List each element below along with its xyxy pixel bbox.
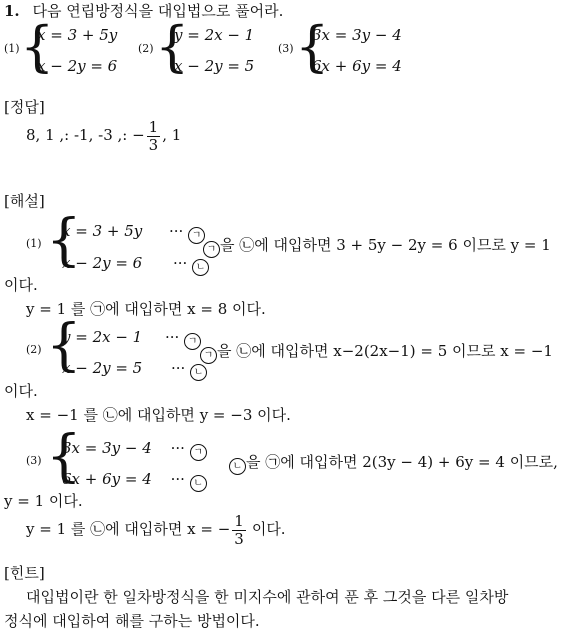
- circle-2-icon: ㄴ: [229, 458, 246, 475]
- equation-1: x = 3 + 5y: [37, 26, 118, 44]
- answer-suffix: , 1: [162, 126, 182, 144]
- hint-line-2: 정식에 대입하여 해를 구하는 방법이다.: [4, 612, 260, 630]
- equation-2: 6x + 6y = 4: [312, 57, 402, 75]
- left-brace-icon: {: [46, 313, 82, 378]
- circle-2-icon: ㄴ: [190, 475, 207, 492]
- part-label: (3): [26, 454, 42, 467]
- part-label: (1): [26, 237, 42, 250]
- answer-heading: [정답]: [4, 98, 45, 116]
- answer-line: [26, 119, 181, 153]
- left-brace-icon: {: [295, 15, 330, 78]
- equation-1-row: x = 3 + 5y ··· ㄱ: [62, 224, 205, 244]
- left-brace-icon: {: [155, 15, 190, 78]
- step-result: y = 1 를 ㉠에 대입하면 x = 8 이다.: [26, 300, 266, 318]
- part-label: (2): [26, 343, 42, 356]
- circle-1-icon: ㄱ: [184, 333, 201, 350]
- result-fraction: $\frac{1}{3}$: [234, 512, 244, 548]
- hint-heading: [힌트]: [4, 564, 45, 582]
- circle-1-icon: ㄱ: [188, 227, 205, 244]
- equation-1-row: y = 2x − 1 ··· ㄱ: [62, 330, 201, 350]
- circle-1-icon: ㄱ: [203, 241, 220, 258]
- answer-fraction: $\frac{1}{3}$: [148, 118, 159, 154]
- equation-2-row: 6x + 6y = 4 ··· ㄴ: [62, 472, 207, 492]
- part-label: (3): [278, 42, 294, 55]
- step-continuation: y = 1 이다.: [4, 492, 83, 510]
- equation-2: x − 2y = 5: [174, 57, 255, 75]
- part-label: (1): [4, 42, 20, 55]
- circle-2-icon: ㄴ: [192, 259, 209, 276]
- substitution-step: ㄱ 을 ㉡에 대입하면 x−2(2x−1) = 5 이므로 x = −1: [200, 344, 553, 364]
- answer-prefix: 8, 1 ,: -1, -3 ,: −: [26, 126, 145, 144]
- circle-1-icon: ㄱ: [190, 444, 207, 461]
- equation-2: x − 2y = 6: [37, 57, 118, 75]
- substitution-step: ㄴ 을 ㉠에 대입하면 2(3y − 4) + 6y = 4 이므로,: [229, 455, 558, 475]
- step-continuation: 이다.: [4, 276, 38, 294]
- step-result: y = 1 를 ㉡에 대입하면 x = − $\frac{1}{3}$ 이다.: [26, 512, 286, 548]
- hint-line-1: 대입법이란 한 일차방정식을 한 미지수에 관하여 푼 후 그것을 다른 일차방: [26, 588, 509, 606]
- step-result: x = −1 를 ㉡에 대입하면 y = −3 이다.: [26, 406, 291, 424]
- left-brace-icon: {: [20, 15, 55, 78]
- problem-number: 1.: [4, 2, 20, 20]
- equation-1: 3x = 3y − 4: [312, 26, 402, 44]
- equation-2-row: x − 2y = 6 ··· ㄴ: [62, 256, 209, 276]
- equation-1-row: 3x = 3y − 4 ··· ㄱ: [62, 441, 207, 461]
- part-label: (2): [138, 42, 154, 55]
- explanation-heading: [해설]: [4, 192, 45, 210]
- problem-text: 다음 연립방정식을 대입법으로 풀어라.: [32, 2, 284, 20]
- step-continuation: 이다.: [4, 382, 38, 400]
- equation-2-row: x − 2y = 5 ··· ㄴ: [62, 361, 207, 381]
- left-brace-icon: {: [46, 424, 82, 489]
- circle-1-icon: ㄱ: [200, 347, 217, 364]
- circle-2-icon: ㄴ: [190, 364, 207, 381]
- substitution-step: ㄱ 을 ㉡에 대입하면 3 + 5y − 2y = 6 이므로 y = 1: [203, 238, 551, 258]
- left-brace-icon: {: [46, 208, 82, 273]
- equation-1: y = 2x − 1: [174, 26, 255, 44]
